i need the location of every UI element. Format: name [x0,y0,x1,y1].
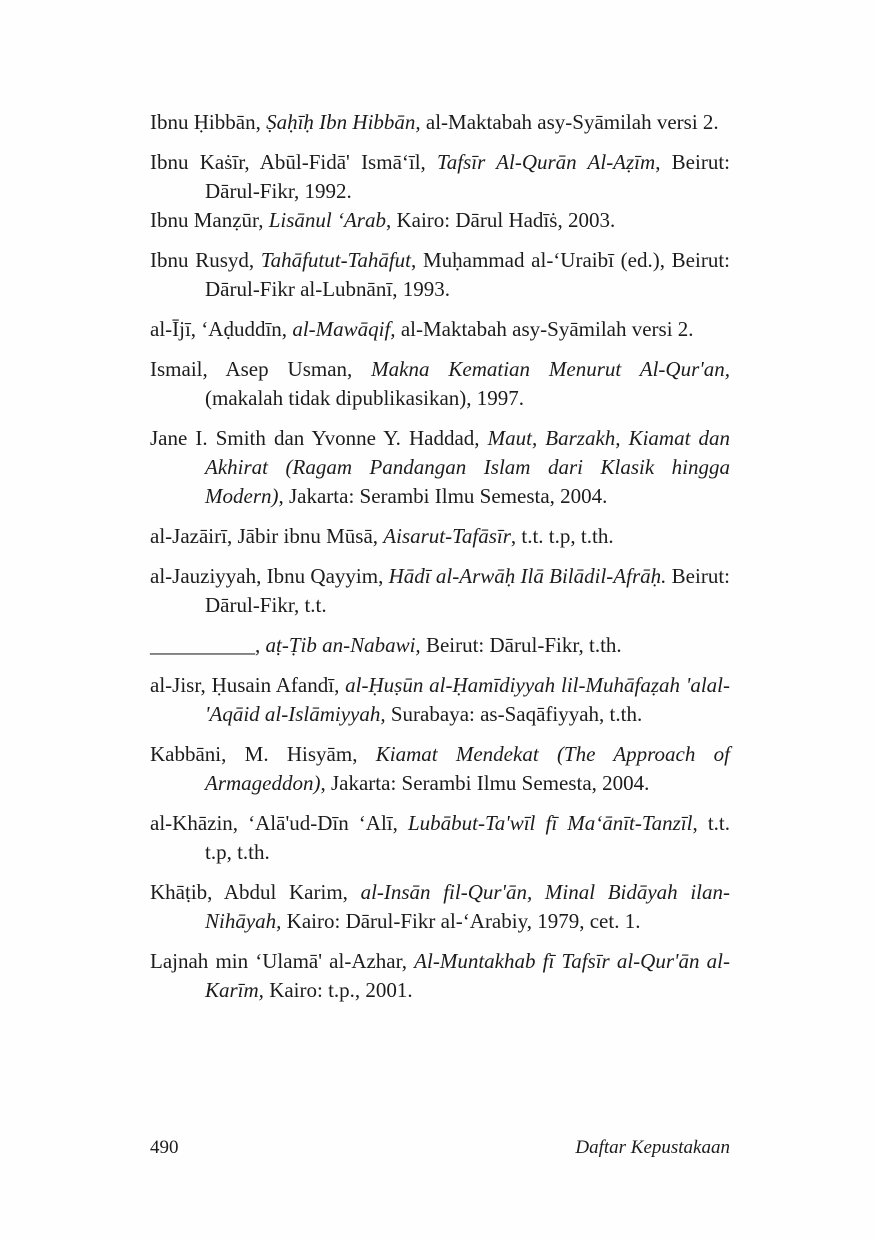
entry-text-segment: (makalah tidak dipublikasikan), 1997. [205,386,525,410]
bibliography-entry [150,947,730,1005]
entry-text-segment: Kabbāni, M. Hisyām, [150,742,376,766]
entry-text-segment: , t.t. t.p, t.th. [510,524,614,548]
bibliography-entry [150,108,730,137]
entry-text-segment: , Jakarta: Serambi Ilmu Semesta, 2004. [320,771,650,795]
entry-text-segment: Kairo: t.p., 2001. [263,978,413,1002]
bibliography-entry [150,740,730,798]
entry-title-segment: aṭ-Ṭib an-Nabawi, [265,633,421,657]
entry-title-segment: Aisarut-Tafāsīr [383,524,511,548]
entry-title-segment: al-Ḥuṣūn al-Ḥamīdiyyah lil-Muhāfaẓah 'alal-'Aqāid al-Islāmiyyah, [205,673,730,726]
entry-text-segment: al-Jazāirī, Jābir ibnu Mūsā, [150,524,384,548]
entry-title-segment: Makna Kematian Menurut Al-Qur'an, [371,357,731,381]
entry-text-segment: Surabaya: as-Saqāfiyyah, t.th. [385,702,643,726]
entry-text-segment: al-Maktabah asy-Syāmilah versi 2. [395,317,694,341]
entry-text-segment: al-Khāzin, ‘Alā'ud-Dīn ‘Alī, [150,811,408,835]
bibliography-entry [150,562,730,620]
entry-title-segment: Hādī al-Arwāḥ Ilā Bilādil-Afrāḥ. [388,564,667,588]
entry-title-segment: Lubābut-Ta'wīl fī Ma‘ānīt-Tanzīl [407,811,693,835]
entry-text-segment: , Jakarta: Serambi Ilmu Semesta, 2004. [278,484,608,508]
entry-text-segment: Ibnu Manẓūr, [150,208,269,232]
entry-text-segment: Ibnu Rusyd, [150,248,261,272]
entry-text-segment: Khāṭib, Abdul Karim, [150,880,361,904]
entry-text-segment: Beirut: Dārul-Fikr, t.th. [420,633,622,657]
bibliography-entry [150,246,730,304]
entry-text-segment: al-Maktabah asy-Syāmilah versi 2. [420,110,719,134]
entry-title-segment: Kiamat Mendekat (The Approach of Armageddon) [205,742,730,795]
running-title: Daftar Kepustakaan [575,1137,730,1158]
entry-title-segment: al-Insān fil-Qur'ān, Minal Bidāyah ilan-Nihāyah, [205,880,730,933]
entry-text-segment: Ibnu Ḥibbān, [150,110,267,134]
entry-title-segment: Tahāfutut-Tahāfut [260,248,412,272]
entry-text-segment: al-Jauziyyah, Ibnu Qayyim, [150,564,389,588]
entry-text-segment: al-Jisr, Ḥusain Afandī, [150,673,346,697]
entry-text-segment: Lajnah min ‘Ulamā' al-Azhar, [150,949,415,973]
entry-text-segment: Beirut: Dārul-Fikr, t.t. [205,564,730,617]
bibliography-entry [150,878,730,936]
entry-text-segment: , t.t. t.p, t.th. [205,811,730,864]
entry-text-segment: Kairo: Dārul-Fikr al-‘Arabiy, 1979, cet. 1. [281,909,641,933]
entry-title-segment: Maut, Barzakh, Kiamat dan Akhirat (Ragam Pandangan Islam dari Klasik hingga Modern) [205,426,730,508]
bibliography-entry [150,355,730,413]
entry-title-segment: Ṣaḥīḥ Ibn Hibbān, [266,110,421,134]
entry-text-segment: , Beirut: Dārul-Fikr, 1992. [205,150,731,203]
entry-text-segment: Ibnu Kaṡīr, Abūl-Fidā' Ismā‘īl, [150,150,438,174]
entry-text-segment: al-Ījī, ‘Aḍuddīn, [150,317,293,341]
bibliography-entry [150,206,730,235]
entry-title-segment: al-Mawāqif, [292,317,396,341]
entry-text-segment: Ismail, Asep Usman, [150,357,372,381]
bibliography-list [150,108,730,1005]
entry-text-segment: __________, [150,633,266,657]
bibliography-entry [150,424,730,511]
entry-text-segment: , Muḥammad al-‘Uraibī (ed.), Beirut: Dārul-Fikr al-Lubnānī, 1993. [205,248,730,301]
entry-title-segment: Al-Muntakhab fī Tafsīr al-Qur'ān al-Karīm, [205,949,730,1002]
bibliography-entry [150,809,730,867]
bibliography-entry [150,671,730,729]
page-number: 490 [150,1137,179,1158]
entry-text-segment: Jane I. Smith dan Yvonne Y. Haddad, [150,426,488,450]
bibliography-entry [150,315,730,344]
entry-text-segment: , Kairo: Dārul Hadīṡ, 2003. [385,208,616,232]
page-footer [150,1136,730,1160]
bibliography-entry [150,522,730,551]
bibliography-entry [150,631,730,660]
bibliography-entry [150,148,730,206]
entry-title-segment: Tafsīr Al-Qurān Al-Aẓīm [437,150,656,174]
entry-title-segment: Lisānul ‘Arab [268,208,386,232]
